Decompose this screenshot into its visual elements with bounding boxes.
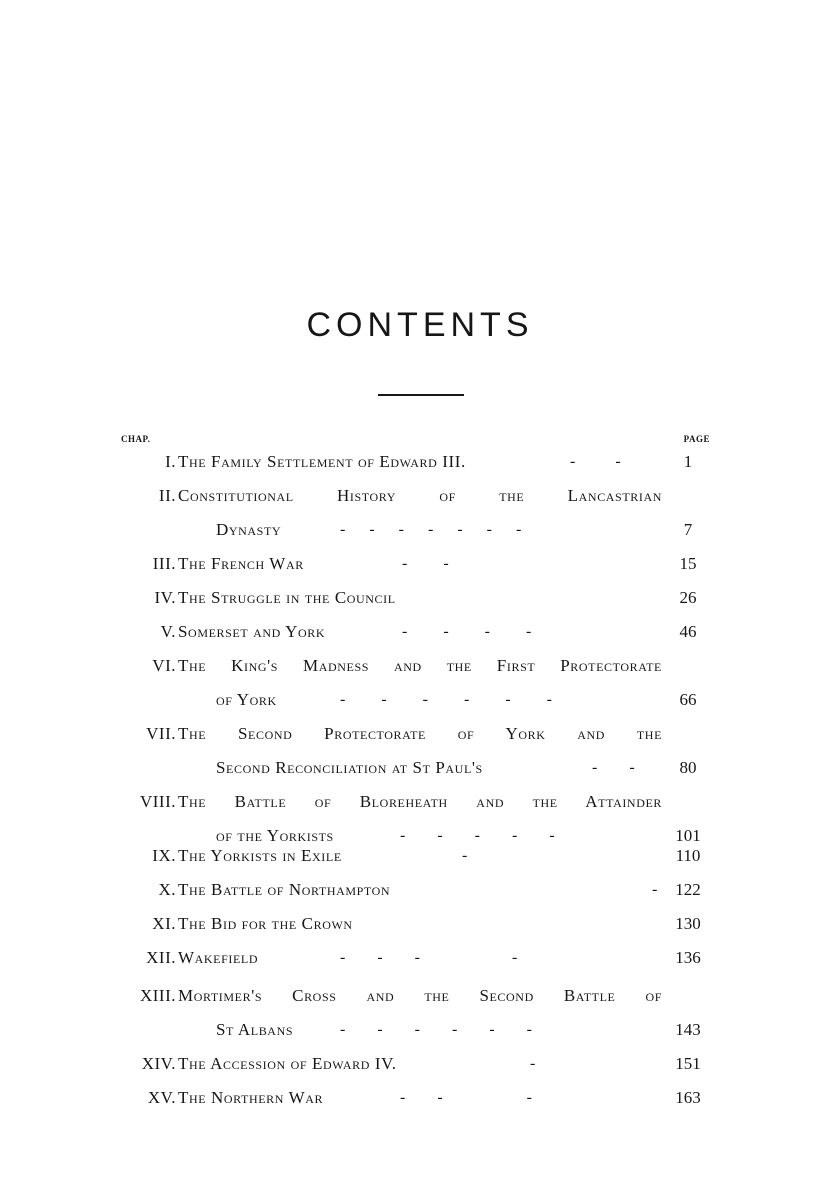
page-number: 1 (683, 452, 693, 471)
page-number: 130 (675, 914, 701, 933)
chapter-title: Second Reconciliation at St Paul's (216, 758, 483, 777)
page-number: 151 (675, 1054, 701, 1073)
page-number: 15 (679, 554, 697, 573)
page-number: 101 (675, 826, 701, 845)
toc-line (0, 1085, 840, 1111)
toc-line (0, 517, 840, 543)
chap-column-label: CHAP. (121, 434, 151, 444)
chapter-title: Somerset and York (178, 622, 326, 641)
chapter-number: XV. (147, 1088, 176, 1107)
dot-leader: - - (570, 453, 621, 470)
dot-leader: - (530, 1055, 536, 1072)
dot-leader: - - - - - - (340, 691, 552, 708)
page-number: 46 (679, 622, 697, 641)
chapter-number: IX. (152, 846, 176, 865)
dot-leader: - - - (400, 1089, 532, 1106)
chapter-number: VII. (146, 724, 176, 743)
chapter-number: III. (152, 554, 176, 573)
toc-line (0, 551, 840, 577)
toc-line (0, 755, 840, 781)
chapter-number: VIII. (139, 792, 176, 811)
dot-leader: - - - - - - - (340, 521, 522, 538)
page-number: 163 (675, 1088, 701, 1107)
dot-leader: - (652, 881, 658, 898)
chapter-title: The Battle of Northampton (178, 880, 391, 899)
page-number: 143 (675, 1020, 701, 1039)
chapter-number: XI. (152, 914, 176, 933)
chapter-number: V. (160, 622, 176, 641)
chapter-number: II. (158, 486, 176, 505)
dot-leader: - - - - (402, 623, 532, 640)
toc-line (0, 877, 840, 903)
page-number: 26 (679, 588, 697, 607)
toc-line (0, 1051, 840, 1077)
toc-line (0, 585, 840, 611)
chapter-number: IV. (154, 588, 176, 607)
chapter-title: of the Yorkists (216, 826, 334, 845)
toc-line (0, 687, 840, 713)
chapter-title: The Battle of Bloreheath and the Attainder (178, 792, 662, 811)
chapter-title: The French War (178, 554, 304, 573)
chapter-title: St Albans (216, 1020, 294, 1039)
chapter-number: X. (158, 880, 176, 899)
chapter-number: XIII. (139, 986, 176, 1005)
chapter-number: XII. (146, 948, 176, 967)
toc-line (0, 945, 840, 971)
page-number: 122 (675, 880, 701, 899)
page-number: 80 (679, 758, 697, 777)
page-number: 136 (675, 948, 701, 967)
page-number: 7 (683, 520, 693, 539)
toc-line (0, 843, 840, 869)
chapter-title: Wakefield (178, 948, 259, 967)
toc-line (0, 653, 840, 679)
chapter-title: The Struggle in the Council (178, 588, 396, 607)
toc-line (0, 983, 840, 1009)
chapter-title: The Northern War (178, 1088, 324, 1107)
chapter-number: VI. (152, 656, 176, 675)
chapter-title: Constitutional History of the Lancastrian (178, 486, 662, 505)
dot-leader: - (462, 847, 468, 864)
chapter-title: Mortimer's Cross and the Second Battle of (178, 986, 662, 1005)
chapter-title: The Bid for the Crown (178, 914, 353, 933)
page-number: 110 (675, 846, 701, 865)
toc-line (0, 1017, 840, 1043)
chapter-title: The Accession of Edward IV. (178, 1054, 397, 1073)
dot-leader: - - - - - (400, 827, 555, 844)
chapter-title: The Family Settlement of Edward III. (178, 452, 466, 471)
chapter-title: of York (216, 690, 277, 709)
chapter-number: XIV. (141, 1054, 176, 1073)
page-number: 66 (679, 690, 697, 709)
chapter-title: The Second Protectorate of York and the (178, 724, 662, 743)
dot-leader: - - - - (340, 949, 518, 966)
toc-line (0, 789, 840, 815)
chapter-title: The King's Madness and the First Protectorate (178, 656, 662, 675)
toc-line (0, 449, 840, 475)
chapter-title: The Yorkists in Exile (178, 846, 342, 865)
dot-leader: - - - - - - (340, 1021, 532, 1038)
chapter-title: Dynasty (216, 520, 282, 539)
chapter-number: I. (165, 452, 176, 471)
page-title: CONTENTS (306, 306, 534, 344)
page-column-label: PAGE (683, 434, 710, 444)
dot-leader: - - (402, 555, 449, 572)
dot-leader: - - (592, 759, 635, 776)
toc-line (0, 619, 840, 645)
toc-line (0, 721, 840, 747)
toc-line (0, 483, 840, 509)
toc-line (0, 911, 840, 937)
